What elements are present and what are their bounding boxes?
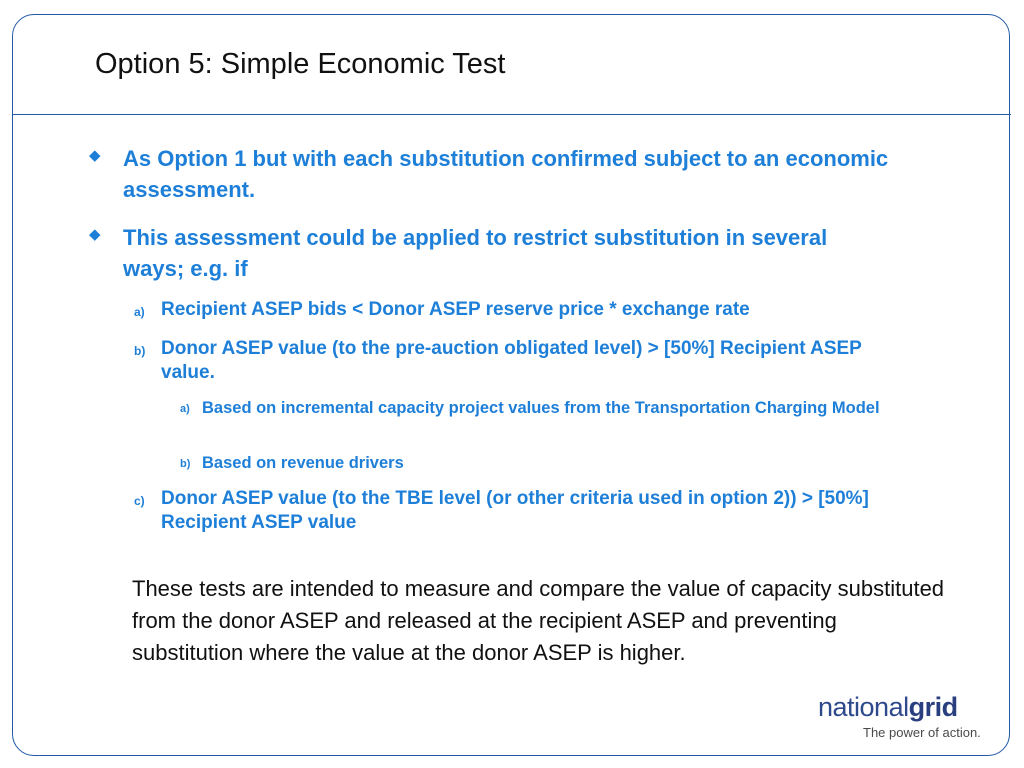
bullet-text: As Option 1 but with each substitution confirmed subject to an economic assessment. bbox=[123, 146, 889, 202]
sub-sub-item-marker: a) bbox=[180, 403, 190, 415]
sub-item-marker: a) bbox=[134, 305, 145, 319]
sub-sub-item-text: Based on incremental capacity project values from the Transportation Charging Model bbox=[202, 399, 880, 417]
sub-item-text: Donor ASEP value (to the pre-auction obligated level) > [50%] Recipient ASEP value. bbox=[161, 338, 862, 383]
logo-wordmark bbox=[818, 692, 958, 723]
logo-tagline: The power of action. bbox=[863, 725, 981, 740]
summary-paragraph: These tests are intended to measure and compare the value of capacity substituted from the donor ASEP and released at the recipient ASEP and preventing substitution where the value at the donor ASEP is higher. bbox=[132, 576, 945, 665]
sub-sub-item-marker: b) bbox=[180, 458, 191, 470]
sub-item-marker: c) bbox=[134, 494, 145, 508]
slide-title: Option 5: Simple Economic Test bbox=[95, 48, 506, 80]
diamond-bullet-icon: ◆ bbox=[89, 226, 101, 243]
sub-item-text: Recipient ASEP bids < Donor ASEP reserve price * exchange rate bbox=[161, 299, 750, 320]
sub-item-marker: b) bbox=[134, 344, 146, 358]
logo-word-bold: grid bbox=[908, 692, 958, 722]
sub-item-text: Donor ASEP value (to the TBE level (or other criteria used in option 2)) > [50%] Recipient ASEP value bbox=[161, 488, 869, 533]
national-grid-logo bbox=[818, 692, 981, 740]
bullet-text: This assessment could be applied to restrict substitution in several ways; e.g. if bbox=[123, 225, 828, 281]
logo-word-regular: national bbox=[818, 692, 909, 722]
title-divider bbox=[13, 114, 1011, 115]
sub-sub-item-text: Based on revenue drivers bbox=[202, 454, 404, 472]
diamond-bullet-icon: ◆ bbox=[89, 147, 101, 164]
